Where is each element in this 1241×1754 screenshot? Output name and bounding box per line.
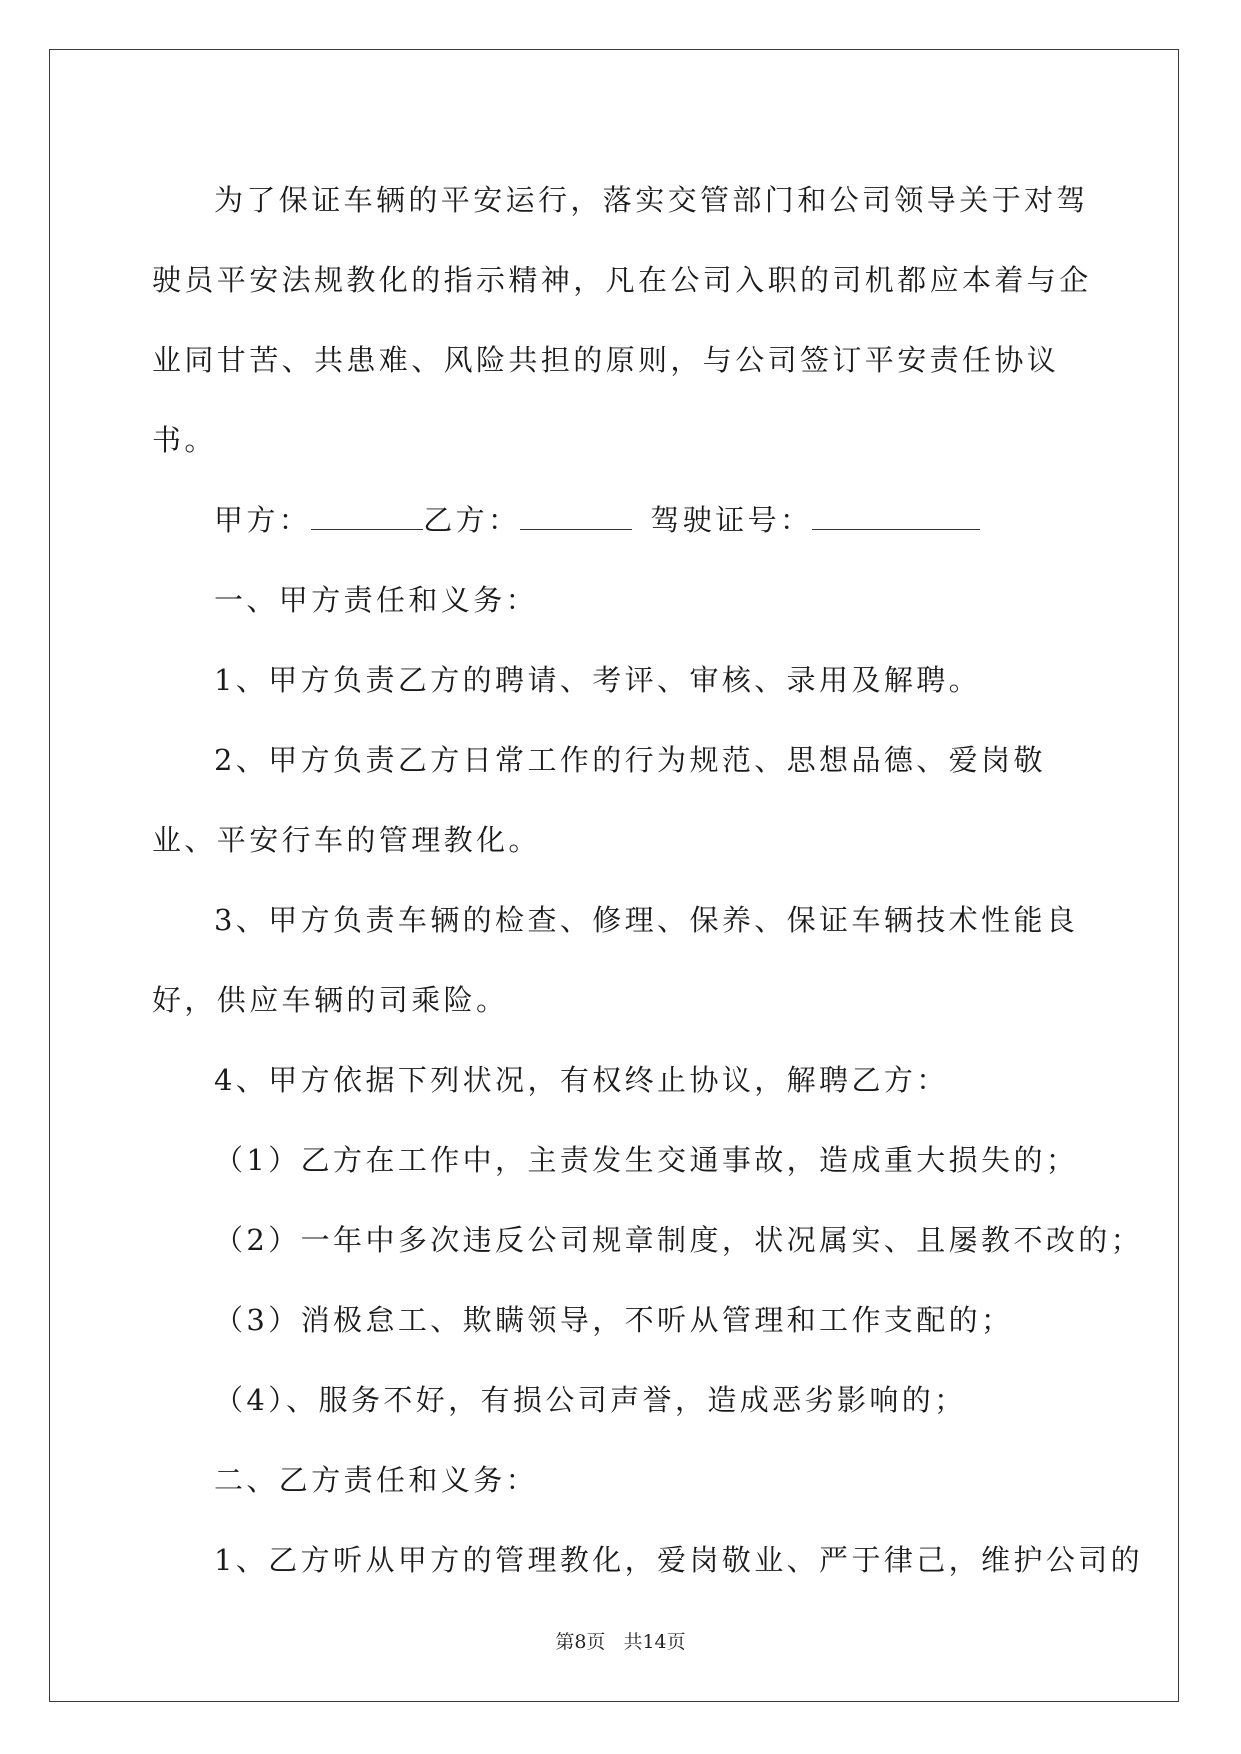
section-heading-party-b: 二、乙方责任和义务： <box>214 1463 539 1497</box>
list-item: （4）、服务不好，有损公司声誉，造成恶劣影响的； <box>214 1383 967 1417</box>
section-heading-party-a: 一、甲方责任和义务： <box>214 583 539 617</box>
list-item: （3）消极怠工、欺瞒领导，不听从管理和工作支配的； <box>214 1303 1014 1337</box>
document-body <box>152 160 1144 1600</box>
license-blank[interactable] <box>812 507 980 530</box>
party-b-label: 乙方： <box>423 503 521 537</box>
list-item: 3、甲方负责车辆的检查、修理、保养、保证车辆技术性能良好，供应车辆的司乘险。 <box>152 903 1079 1017</box>
list-item: （2）一年中多次违反公司规章制度，状况属实、且屡教不改的； <box>214 1223 1144 1257</box>
party-a-blank[interactable] <box>311 507 423 530</box>
list-item: （1）乙方在工作中，主责发生交通事故，造成重大损失的； <box>214 1143 1079 1177</box>
list-item: 2、甲方负责乙方日常工作的行为规范、思想品德、爱岗敬业、平安行车的管理教化。 <box>152 743 1046 857</box>
page-footer <box>0 1627 1241 1654</box>
page-total: 共14页 <box>623 1631 686 1653</box>
party-b-blank[interactable] <box>520 507 632 530</box>
list-item: 4、甲方依据下列状况，有权终止协议，解聘乙方： <box>214 1063 949 1097</box>
party-a-label: 甲方： <box>214 503 312 537</box>
paragraph-parties <box>152 480 1092 560</box>
license-label: 驾驶证号： <box>650 503 813 537</box>
page-number: 第8页 <box>555 1631 606 1653</box>
paragraph-intro: 为了保证车辆的平安运行，落实交管部门和公司领导关于对驾驶员平安法规教化的指示精神，凡在公司入职的司机都应本着与企业同甘苦、共患难、风险共担的原则，与公司签订平安责任协议书。 <box>152 183 1092 457</box>
list-item: 1、乙方听从甲方的管理教化，爱岗敬业、严于律己，维护公司的 <box>214 1543 1144 1577</box>
list-item: 1、甲方负责乙方的聘请、考评、审核、录用及解聘。 <box>214 663 982 697</box>
